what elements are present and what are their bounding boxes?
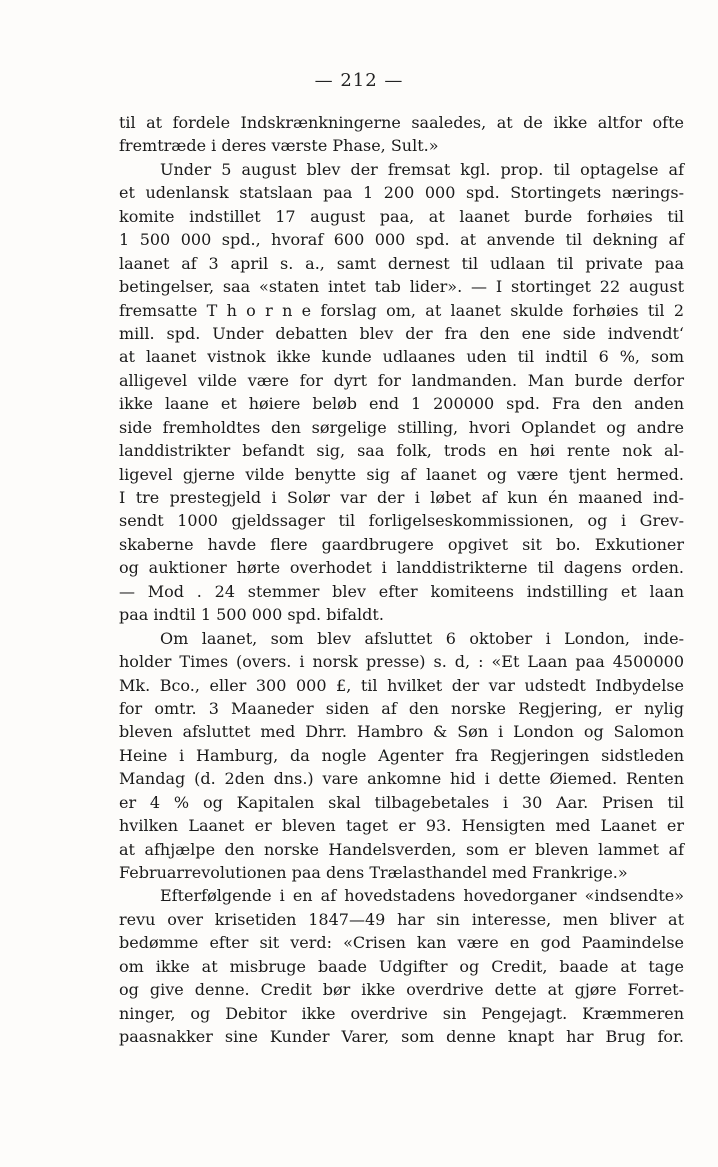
text-line: fremtræde i deres værste Phase, Sult.» <box>119 136 439 156</box>
text-line: — Mod . 24 stemmer blev efter komiteens indstilling et laan <box>119 581 684 601</box>
text-line: og give denne. Credit bør ikke overdrive dette at gjøre Forret- <box>119 980 684 1000</box>
text-line: revu over krisetiden 1847—49 har sin interesse, men bliver at <box>119 909 684 929</box>
text-line: at afhjælpe den norske Handelsverden, som er bleven lammet af <box>119 839 684 859</box>
text-line: 1 500 000 spd., hvoraf 600 000 spd. at anvende til dekning af <box>119 230 684 250</box>
text-line: Mandag (d. 2den dns.) vare ankomne hid i dette Øiemed. Renten <box>119 769 684 789</box>
text-line: paasnakker sine Kunder Varer, som denne knapt har Brug for. <box>119 1027 684 1047</box>
text-line: Under 5 august blev der fremsat kgl. prop. til optagelse af <box>160 159 684 179</box>
text-line: ikke laane et høiere beløb end 1 200000 spd. Fra den anden <box>119 394 684 414</box>
text-line: bedømme efter sit verd: «Crisen kan være en god Paamindelse <box>119 933 684 953</box>
text-line: bleven afsluttet med Dhrr. Hambro & Søn i London og Salomon <box>119 722 684 742</box>
text-line: sendt 1000 gjeldssager til forligelseskommissionen, og i Grev- <box>119 511 684 531</box>
text-line: mill. spd. Under debatten blev der fra den ene side indvendt‘ <box>119 323 684 343</box>
text-line: Februarrevolutionen paa dens Trælasthandel med Frankrige.» <box>119 863 628 882</box>
text-line: ligevel gjerne vilde benytte sig af laanet og være tjent hermed. <box>119 464 684 484</box>
text-line: komite indstillet 17 august paa, at laanet burde forhøies til <box>119 206 684 226</box>
page-number: — 212 — <box>314 70 404 91</box>
text-line: for omtr. 3 Maaneder siden af den norske Regjering, er nylig <box>119 698 684 718</box>
text-line: laanet af 3 april s. a., samt dernest til udlaan til private paa <box>119 253 684 273</box>
text-line: til at fordele Indskrænkningerne saaledes, at de ikke altfor ofte <box>119 113 684 132</box>
text-line: betingelser, saa «staten intet tab lider». — I stortinget 22 august <box>119 277 684 297</box>
text-line: hvilken Laanet er bleven taget er 93. Hensigten med Laanet er <box>119 816 684 836</box>
text-line: Om laanet, som blev afsluttet 6 oktober i London, inde- <box>160 628 684 648</box>
text-line: landdistrikter befandt sig, saa folk, trods en høi rente nok al- <box>119 441 684 461</box>
text-line: side fremholdtes den sørgelige stilling, hvori Oplandet og andre <box>119 417 684 437</box>
text-line: holder Times (overs. i norsk presse) s. d, : «Et Laan paa 4500000 <box>119 652 684 672</box>
text-line: fremsatte T h o r n e forslag om, at laanet skulde forhøies til 2 <box>119 300 684 320</box>
text-line: er 4 % og Kapitalen skal tilbagebetales i 30 Aar. Prisen til <box>119 792 684 812</box>
text-line: alligevel vilde være for dyrt for landmanden. Man burde derfor <box>119 370 684 390</box>
text-line: et udenlansk statslaan paa 1 200 000 spd. Stortingets nærings- <box>119 183 684 203</box>
text-line: Efterfølgende i en af hovedstadens hovedorganer «indsendte» <box>160 886 684 906</box>
text-line: Heine i Hamburg, da nogle Agenter fra Regjeringen sidstleden <box>119 745 684 765</box>
body-text <box>119 111 684 1049</box>
text-line: I tre prestegjeld i Solør var der i løbet af kun én maaned ind- <box>119 488 684 507</box>
text-line: Mk. Bco., eller 300 000 £, til hvilket der var udstedt Indbydelse <box>119 675 684 695</box>
text-line: skaberne havde flere gaardbrugere opgivet sit bo. Exkutioner <box>119 534 684 554</box>
text-line: og auktioner hørte overhodet i landdistrikterne til dagens orden. <box>119 558 684 578</box>
text-line: paa indtil 1 500 000 spd. bifaldt. <box>119 605 384 625</box>
text-line: om ikke at misbruge baade Udgifter og Credit, baade at tage <box>119 956 684 976</box>
text-line: ninger, og Debitor ikke overdrive sin Pengejagt. Kræmmeren <box>119 1003 684 1023</box>
text-line: at laanet vistnok ikke kunde udlaanes uden til indtil 6 %, som <box>119 347 684 367</box>
